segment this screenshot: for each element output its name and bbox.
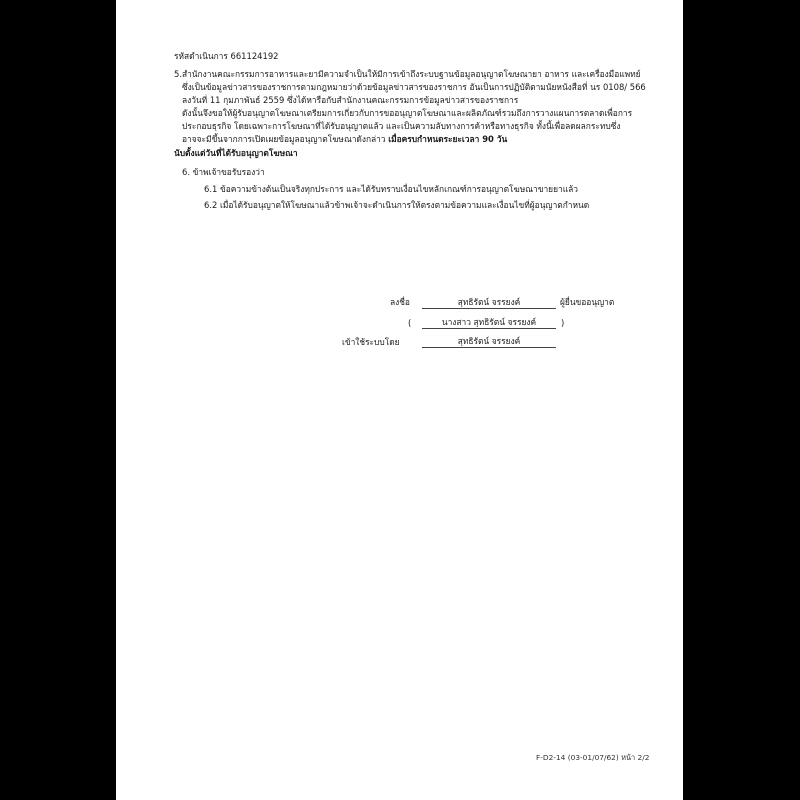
system-user-name: สุทธิรัตน์ จรรยงค์ bbox=[422, 335, 556, 348]
item5-line1: 5.สำนักงานคณะกรรมการอาหารและยามีความจำเป็นให้มีการเข้าถึงระบบฐานข้อมูลอนุญาตโฆษณายา อาหาร และเครื่องมือแพทย์ bbox=[174, 69, 641, 79]
item5-line4: ดังนั้นจึงขอให้ผู้รับอนุญาตโฆษณาเตรียมการเกี่ยวกับการขออนุญาตโฆษณาและผลิตภัณฑ์รวมถึงการวางแผนการตลาดเพื่อการ bbox=[182, 108, 633, 118]
paren-close: ) bbox=[561, 318, 565, 328]
printed-name: นางสาว สุทธิรัตน์ จรรยงค์ bbox=[422, 316, 556, 329]
item5-deadline-text: เมื่อครบกำหนดระยะเวลา 90 วัน bbox=[388, 134, 508, 144]
item5-line5: ประกอบธุรกิจ โดยเฉพาะการโฆษณาที่ได้รับอนุญาตแล้ว และเป็นความลับทางการค้าหรือทางธุรกิจ ทั้งนี้เพื่อลดผลกระทบซึ่ง bbox=[182, 121, 621, 131]
signature-name: สุทธิรัตน์ จรรยงค์ bbox=[422, 296, 556, 309]
item5-line2: ซึ่งเป็นข้อมูลข่าวสารของราชการตามกฎหมายว่าด้วยข้อมูลข่าวสารของราชการ อันเป็นการปฏิบัติตามนัยหนังสือที่ นร 0108/ 566 bbox=[182, 82, 646, 92]
item5-line6 bbox=[182, 133, 507, 145]
signer-role: ผู้ยื่นขออนุญาต bbox=[560, 297, 615, 307]
page-footer: F-D2-14 (03-01/07/62) หน้า 2/2 bbox=[536, 753, 650, 762]
reference-code: รหัสดำเนินการ 661124192 bbox=[174, 51, 279, 61]
item5-line3: ลงวันที่ 11 กุมภาพันธ์ 2559 ซึ่งได้หารือกับสำนักงานคณะกรรมการข้อมูลข่าวสารของราชการ bbox=[182, 95, 519, 105]
item5-line6-text: อาจจะมีขึ้นจากการเปิดเผยข้อมูลอนุญาตโฆษณาดังกล่าว bbox=[182, 134, 389, 144]
sign-label: ลงชื่อ bbox=[390, 297, 410, 307]
item6-heading: 6. ข้าพเจ้าขอรับรองว่า bbox=[182, 167, 265, 177]
item6-sub1: 6.1 ข้อความข้างต้นเป็นจริงทุกประการ และได้รับทราบเงื่อนไขหลักเกณฑ์การอนุญาตโฆษณาขายยาแล้ว bbox=[204, 184, 578, 194]
document-page bbox=[116, 0, 683, 800]
item5-line7: นับตั้งแต่วันที่ได้รับอนุญาตโฆษณา bbox=[174, 148, 298, 158]
paren-open: ( bbox=[408, 318, 412, 328]
system-user-label: เข้าใช้ระบบโดย bbox=[342, 337, 400, 347]
item6-sub2: 6.2 เมื่อได้รับอนุญาตให้โฆษณาแล้วข้าพเจ้าจะดำเนินการให้ตรงตามข้อความและเงื่อนไขที่ผู้อนุญาตกำหนด bbox=[204, 200, 590, 210]
